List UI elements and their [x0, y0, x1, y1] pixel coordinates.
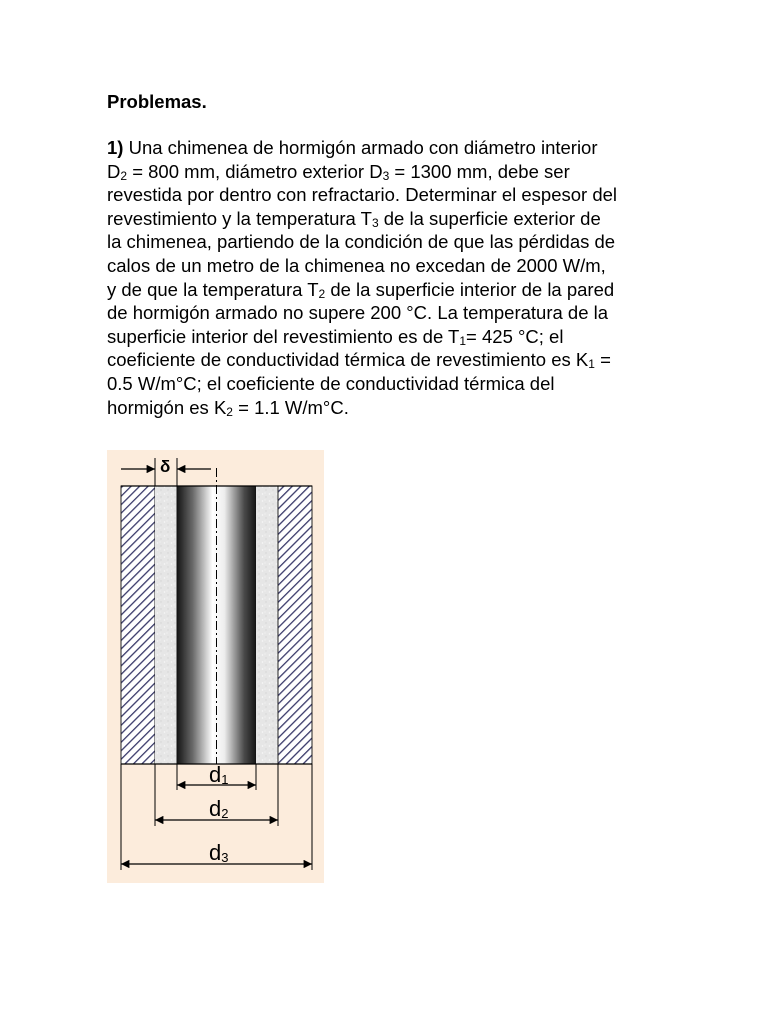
problem-text-line	[107, 230, 667, 254]
text-run: calos de un metro de la chimenea no excedan de 2000 W/m,	[107, 254, 606, 276]
problem-text-line	[107, 207, 667, 231]
refractory-lining-right	[256, 486, 278, 764]
problem-number: 1)	[107, 137, 124, 158]
text-run: de la superficie exterior de	[378, 207, 601, 229]
text-run: hormigón es K	[107, 396, 227, 418]
text-run: de hormigón armado no supere 200 °C. La temperatura de la	[107, 302, 609, 324]
subscript: 2	[120, 168, 128, 183]
text-run: de la superficie interior de la pared	[325, 278, 615, 300]
problem-text-line	[107, 254, 667, 278]
d3-label: d3	[209, 840, 229, 865]
text-run: D	[107, 160, 121, 182]
problem-text-line	[107, 396, 667, 420]
subscript: 3	[371, 215, 379, 230]
subscript: 1	[459, 333, 467, 348]
delta-label: δ	[160, 457, 171, 476]
text-run: = 800 mm, diámetro exterior D	[127, 160, 383, 182]
text-run: y de que la temperatura T	[107, 278, 319, 300]
text-run: coeficiente de conductividad térmica de revestimiento es K	[107, 349, 589, 371]
text-run: la chimenea, partiendo de la condición de que las pérdidas de	[107, 231, 616, 253]
problem-text-line	[107, 325, 667, 349]
text-run: 0.5 W/m°C; el coeficiente de conductividad térmica del	[107, 372, 555, 394]
d2-label: d2	[209, 796, 229, 821]
text-run: = 1300 mm, debe ser	[389, 160, 570, 182]
text-run: = 1.1 W/m°C.	[232, 396, 349, 418]
subscript: 3	[382, 168, 390, 183]
text-run: revestimiento y la temperatura T	[107, 207, 372, 229]
chimney-cross-section-diagram	[107, 450, 324, 883]
problem-text-line	[107, 278, 667, 302]
subscript: 2	[318, 286, 326, 301]
problem-1-statement	[107, 136, 667, 419]
d1-label: d1	[209, 762, 229, 787]
text-run: Una chimenea de hormigón armado con diámetro interior	[123, 137, 598, 158]
section-heading: Problemas.	[107, 91, 207, 112]
text-run: revestida por dentro con refractario. Determinar el espesor del	[107, 184, 618, 206]
concrete-wall-left	[121, 486, 155, 764]
text-run: = 425 °C; el	[466, 325, 564, 347]
concrete-wall-right	[278, 486, 312, 764]
problem-text-line	[107, 372, 667, 396]
refractory-lining-left	[155, 486, 177, 764]
text-run: superficie interior del revestimiento es de T	[107, 325, 460, 347]
subscript: 1	[588, 357, 595, 372]
problem-text-line	[107, 136, 667, 160]
problem-text-line	[107, 183, 667, 207]
problem-text-line	[107, 301, 667, 325]
problem-text-line	[107, 160, 667, 184]
problem-text-line	[107, 348, 667, 372]
problem-1-text	[107, 136, 667, 419]
text-run: =	[594, 349, 611, 371]
subscript: 2	[226, 404, 233, 419]
